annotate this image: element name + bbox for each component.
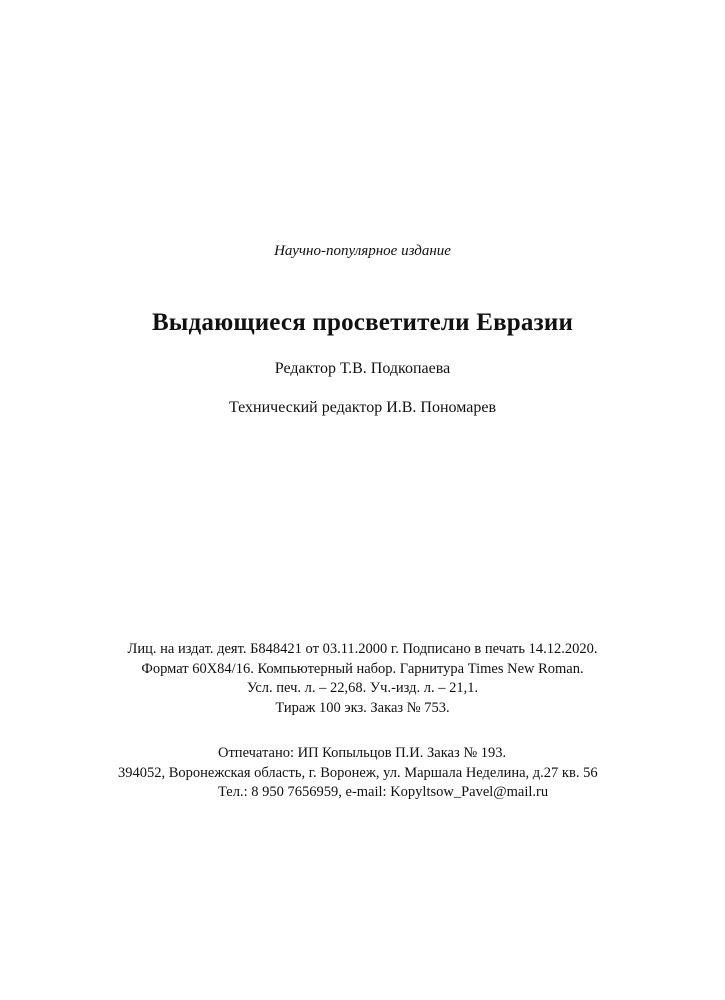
printer-block <box>0 744 725 803</box>
format-line: Формат 60Х84/16. Компьютерный набор. Гарнитура Times New Roman. <box>141 660 584 677</box>
book-title: Выдающиеся просветители Евразии <box>151 309 574 336</box>
printer-address-line: 394052, Воронежская область, г. Воронеж, ул. Маршала Неделина, д.27 кв. 56 <box>118 764 598 781</box>
printer-contacts-line: Тел.: 8 950 7656959, e-mail: Kopyltsow_Pavel@mail.ru <box>218 784 549 800</box>
print-sheets-line: Усл. печ. л. – 22,68. Уч.-изд. л. – 21,1. <box>246 680 479 696</box>
publication-genre: Научно-популярное издание <box>274 243 451 259</box>
license-line: Лиц. на издат. деят. Б848421 от 03.11.2000 г. Подписано в печать 14.12.2020. <box>127 641 598 657</box>
print-run-line: Тираж 100 экз. Заказ № 753. <box>275 699 450 716</box>
editor-credit: Редактор Т.В. Подкопаева <box>274 360 451 377</box>
imprint-block <box>0 640 725 718</box>
technical-editor-credit: Технический редактор И.В. Пономарев <box>228 399 496 416</box>
printed-by-line: Отпечатано: ИП Копыльцов П.И. Заказ № 193. <box>218 745 507 761</box>
